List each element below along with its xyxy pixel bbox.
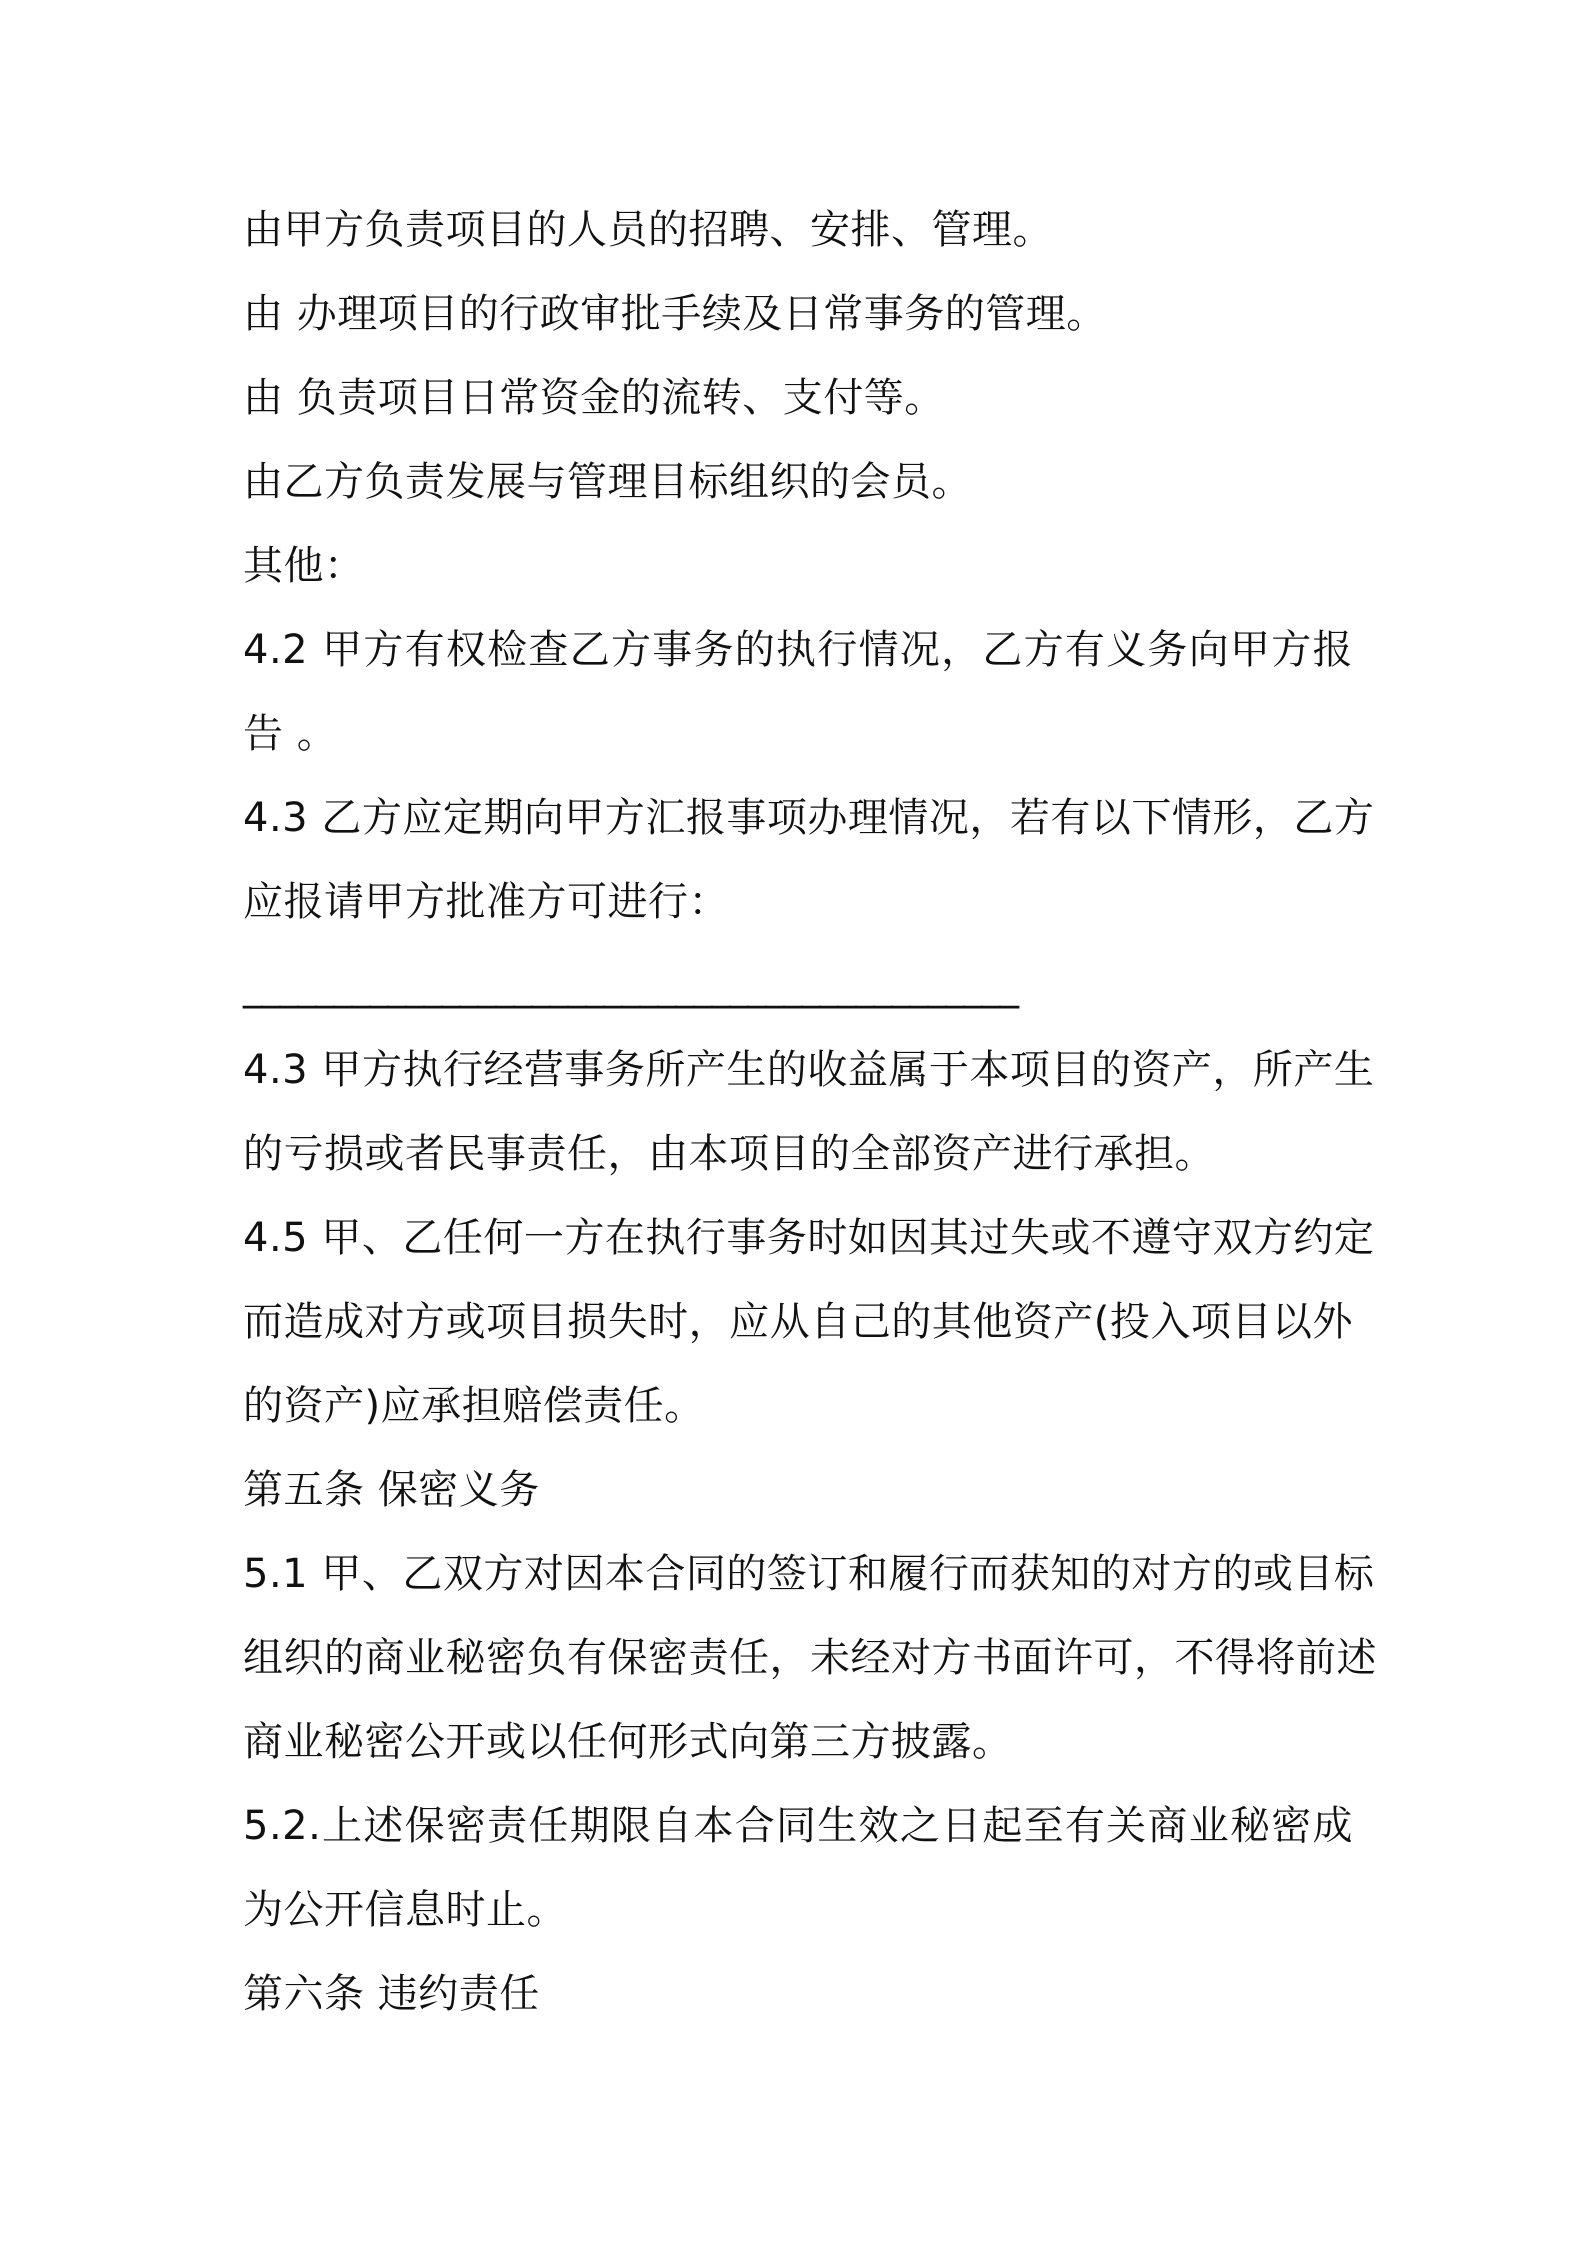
clause-line: 5.1 甲、乙双方对因本合同的签订和履行而获知的对方的或目标 (243, 1551, 1375, 1597)
clause-line: 告 。 (243, 711, 338, 757)
clause-line: 5.2.上述保密责任期限自本合同生效之日起至有关商业秘密成 (243, 1803, 1353, 1849)
clause-line: 商业秘密公开或以任何形式向第三方披露。 (243, 1719, 1013, 1765)
clause-line: 的资产)应承担赔偿责任。 (243, 1383, 705, 1429)
clause-line: 为公开信息时止。 (243, 1887, 567, 1933)
clause-line: 4.5 甲、乙任何一方在执行事务时如因其过失或不遵守双方约定 (243, 1215, 1375, 1261)
clause-line: 其他： (243, 543, 365, 589)
clause-line: 应报请甲方批准方可进行： (243, 879, 729, 925)
clause-line: 由甲方负责项目的人员的招聘、安排、管理。 (243, 207, 1053, 253)
section-heading: 第五条 保密义务 (243, 1467, 540, 1513)
clause-line: 由 办理项目的行政审批手续及日常事务的管理。 (243, 291, 1107, 337)
clause-line: 由乙方负责发展与管理目标组织的会员。 (243, 459, 972, 505)
document-body (243, 188, 1377, 2036)
clause-line: 而造成对方或项目损失时，应从自己的其他资产(投入项目以外 (243, 1299, 1353, 1345)
clause-line: 的亏损或者民事责任，由本项目的全部资产进行承担。 (243, 1131, 1215, 1177)
clause-line: 4.3 乙方应定期向甲方汇报事项办理情况，若有以下情形，乙方 (243, 795, 1375, 841)
clause-line: 4.2 甲方有权检查乙方事务的执行情况，乙方有义务向甲方报 (243, 627, 1353, 673)
clause-line: 4.3 甲方执行经营事务所产生的收益属于本项目的资产，所产生 (243, 1047, 1375, 1093)
clause-line: 由 负责项目日常资金的流转、支付等。 (243, 375, 945, 421)
section-heading: 第六条 违约责任 (243, 1971, 540, 2017)
fill-in-blank-line: ___________________________________________ (243, 963, 1017, 1009)
clause-line: 组织的商业秘密负有保密责任，未经对方书面许可，不得将前述 (243, 1635, 1377, 1681)
